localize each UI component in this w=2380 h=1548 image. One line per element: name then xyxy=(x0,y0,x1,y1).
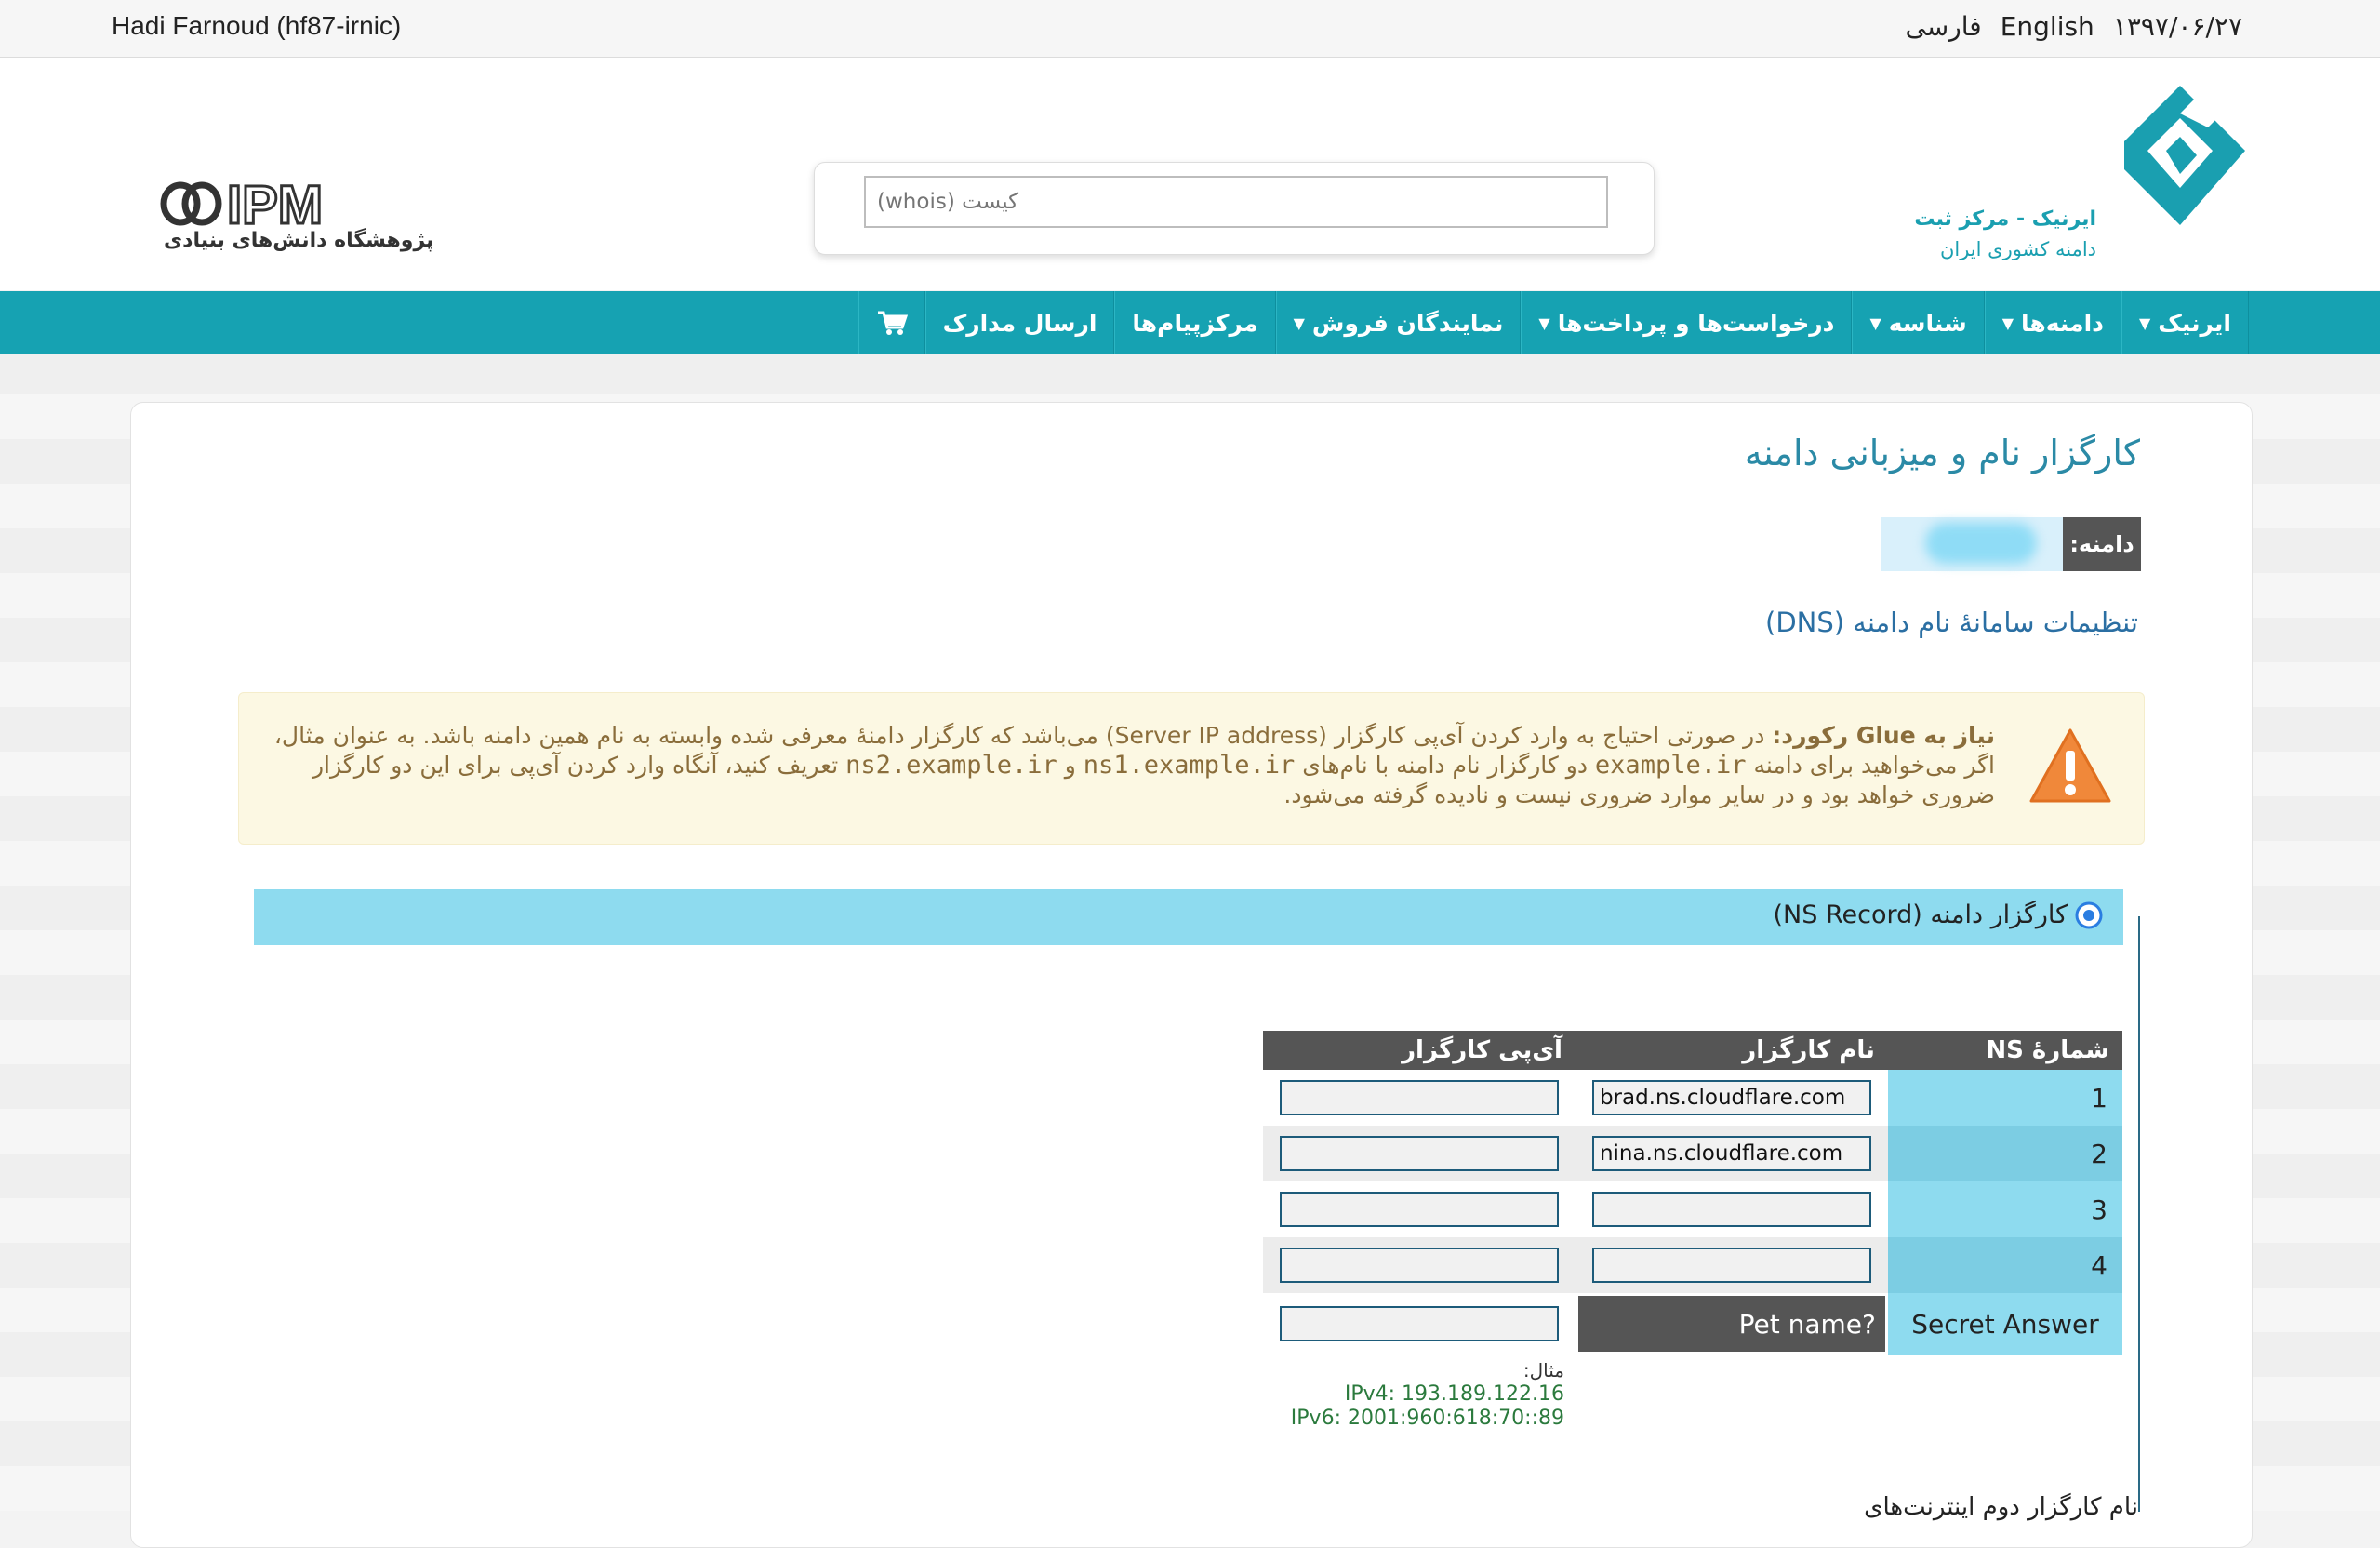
secret-row xyxy=(1263,1293,2122,1354)
header-ns-name: نام کارگزار xyxy=(1576,1031,1888,1070)
caret-down-icon: ▼ xyxy=(1538,314,1550,332)
nav-item-irnic[interactable]: ایرنیک ▼ xyxy=(2121,291,2249,354)
whois-search-card xyxy=(814,162,1655,255)
glue-record-alert xyxy=(238,692,2145,845)
header-ns-number: شمارهٔ NS xyxy=(1888,1031,2122,1070)
irnic-name: ایرنیک - مرکز ثبت دامنه کشوری ایران xyxy=(1914,207,2096,260)
lang-english-link[interactable]: English xyxy=(2000,11,2094,42)
alert-text: نیاز به Glue رکورد: در صورتی احتیاج به وارد کردن آی‌پی کارگزار (Server IP address) می‌باشد که کارگزار دامنهٔ معرفی شده وابسته به نام همین دامنه باشد. به عنوان مثال، اگر می‌خواهید برای دامنه example.ir دو کارگزار نام دامنه با نام‌های ns1.example.ir و ns2.example.ir تعریف کنید، آنگاه وارد کردن آی‌پی برای این دو کارگزار ضروری خواهد بود و در سایر موارد ضروری نیست و نادیده گرفته می‌شود. xyxy=(273,722,1995,808)
page-title: کارگزار نام و میزبانی دامنه xyxy=(1744,433,2140,474)
table-row xyxy=(1263,1237,2122,1293)
ns-name-input[interactable] xyxy=(1592,1248,1871,1283)
lang-farsi-link[interactable]: فارسی xyxy=(1905,11,1982,42)
secret-answer-label: Secret Answer xyxy=(1888,1293,2122,1354)
ipm-wordmark: IPM xyxy=(227,175,324,235)
ns-ip-input[interactable] xyxy=(1280,1136,1559,1171)
ns-name-input[interactable]: brad.ns.cloudflare.com xyxy=(1592,1080,1871,1115)
pet-name-label: ?Pet name xyxy=(1576,1293,1888,1354)
nav-item-handle[interactable]: شناسه ▼ xyxy=(1852,291,1984,354)
site-header xyxy=(0,58,2380,290)
ns-number: 3 xyxy=(1888,1181,2122,1237)
domain-label: دامنه: xyxy=(2063,517,2141,571)
ns-ip-input[interactable] xyxy=(1280,1192,1559,1227)
domain-value-redacted xyxy=(1881,517,2063,571)
example-ipv6: IPv6: 2001:960:618:70::89 xyxy=(1290,1407,1564,1430)
caret-down-icon: ▼ xyxy=(2138,314,2151,332)
ns-ip-input[interactable] xyxy=(1280,1248,1559,1283)
caret-down-icon: ▼ xyxy=(1293,314,1305,332)
radio-selected-icon[interactable] xyxy=(2075,901,2103,929)
ipm-logo[interactable] xyxy=(160,175,420,268)
section-divider-line xyxy=(2138,916,2140,1512)
ns-name-input[interactable]: nina.ns.cloudflare.com xyxy=(1592,1136,1871,1171)
main-nav xyxy=(0,291,2380,354)
table-row xyxy=(1263,1181,2122,1237)
ipm-subtitle: پژوهشگاه دانش‌های بنیادی xyxy=(164,229,434,252)
next-section-text: نام کارگزار دوم اینترنت‌های xyxy=(1864,1493,2138,1521)
ip-example xyxy=(1265,1358,1564,1431)
shopping-cart-icon xyxy=(876,309,908,337)
ns-record-label: کارگزار دامنه (NS Record) xyxy=(1773,901,2068,929)
nav-item-message-center[interactable]: مرکزپیام‌ها xyxy=(1114,291,1275,354)
nav-menu xyxy=(858,291,2249,354)
nav-item-send-documents[interactable]: ارسال مدارک xyxy=(925,291,1115,354)
ns-table-header xyxy=(1263,1031,2122,1070)
caret-down-icon: ▼ xyxy=(1869,314,1881,332)
nav-item-domains[interactable]: دامنه‌ها ▼ xyxy=(1985,291,2121,354)
nav-item-cart[interactable] xyxy=(858,291,925,354)
top-bar xyxy=(0,0,2380,58)
caret-down-icon: ▼ xyxy=(2001,314,2014,332)
nav-item-requests-payments[interactable]: درخواست‌ها و پرداخت‌ها ▼ xyxy=(1521,291,1852,354)
example-ipv4: IPv4: 193.189.122.16 xyxy=(1344,1382,1564,1406)
content-panel xyxy=(130,402,2253,1548)
user-name[interactable]: Hadi Farnoud (hf87-irnic) xyxy=(112,11,402,40)
whois-search-input[interactable] xyxy=(864,176,1608,228)
ns-number: 2 xyxy=(1888,1126,2122,1181)
table-row xyxy=(1263,1126,2122,1181)
ns-ip-input[interactable] xyxy=(1280,1080,1559,1115)
example-title: مثال: xyxy=(1522,1359,1564,1381)
current-date: ۱۳۹۷/۰۶/۲۷ xyxy=(2112,11,2242,42)
top-links xyxy=(1905,11,2242,42)
secret-answer-input[interactable] xyxy=(1280,1306,1559,1341)
warning-icon xyxy=(2028,727,2113,805)
nav-item-resellers[interactable]: نمایندگان فروش ▼ xyxy=(1276,291,1522,354)
ns-name-input[interactable] xyxy=(1592,1192,1871,1227)
ns-number: 4 xyxy=(1888,1237,2122,1293)
ns-record-option[interactable] xyxy=(254,889,2123,945)
header-ns-ip: آی‌پی کارگزار xyxy=(1263,1031,1576,1070)
ns-number: 1 xyxy=(1888,1070,2122,1126)
table-row xyxy=(1263,1070,2122,1126)
ns-table xyxy=(1263,1031,2122,1354)
dns-settings-title: تنظیمات سامانهٔ نام دامنه (DNS) xyxy=(1764,607,2138,638)
